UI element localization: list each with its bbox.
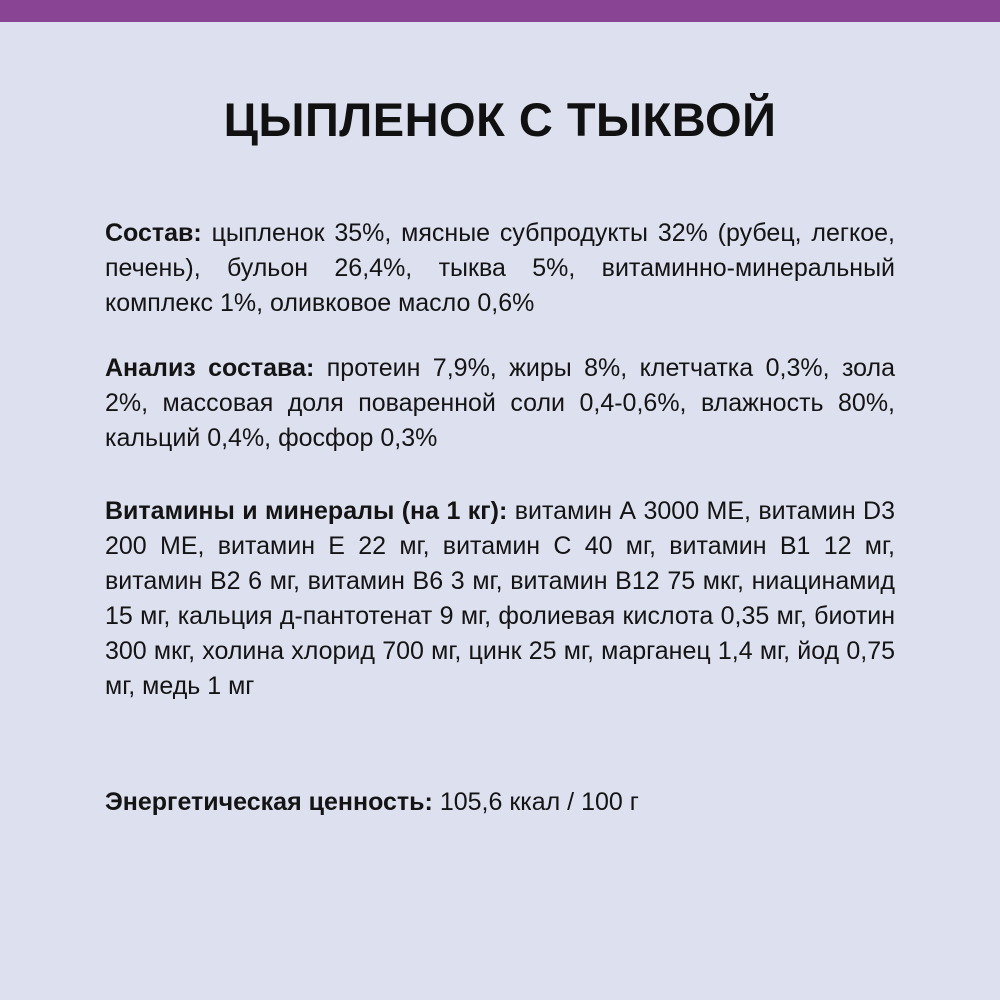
analysis-section	[105, 351, 895, 456]
composition-label: Состав:	[105, 219, 202, 247]
energy-text: 105,6 ккал / 100 г	[439, 788, 639, 816]
energy-section	[105, 785, 895, 820]
composition-section	[105, 216, 895, 321]
composition-text: цыпленок 35%, мясные субпродукты 32% (рубец, легкое, печень), бульон 26,4%, тыква 5%, витаминно-минеральный комплекс 1%, оливковое масло 0,6%	[105, 219, 896, 317]
top-accent-bar	[0, 0, 1000, 22]
analysis-label: Анализ состава:	[105, 354, 315, 382]
energy-label: Энергетическая ценность:	[105, 788, 433, 816]
vitamins-label: Витамины и минералы (на 1 кг):	[105, 497, 508, 525]
vitamins-section	[105, 494, 895, 704]
page-title: ЦЫПЛЕНОК С ТЫКВОЙ	[223, 93, 777, 146]
vitamins-text: витамин А 3000 МЕ, витамин D3 200 МЕ, витамин Е 22 мг, витамин С 40 мг, витамин В1 12 мг, витамин В2 6 мг, витамин В6 3 мг, витамин В12 75 мкг, ниацинамид 15 мг, кальция д-пантотенат 9 мг, фолиевая кислота 0,35 мг, биотин 300 мкг, холина хлорид 700 мг, цинк 25 мг, марганец 1,4 мг, йод 0,75 мг, медь 1 мг	[105, 497, 896, 700]
analysis-text: протеин 7,9%, жиры 8%, клетчатка 0,3%, зола 2%, массовая доля поваренной соли 0,4-0,6%, влажность 80%, кальций 0,4%, фосфор 0,3%	[105, 354, 895, 452]
